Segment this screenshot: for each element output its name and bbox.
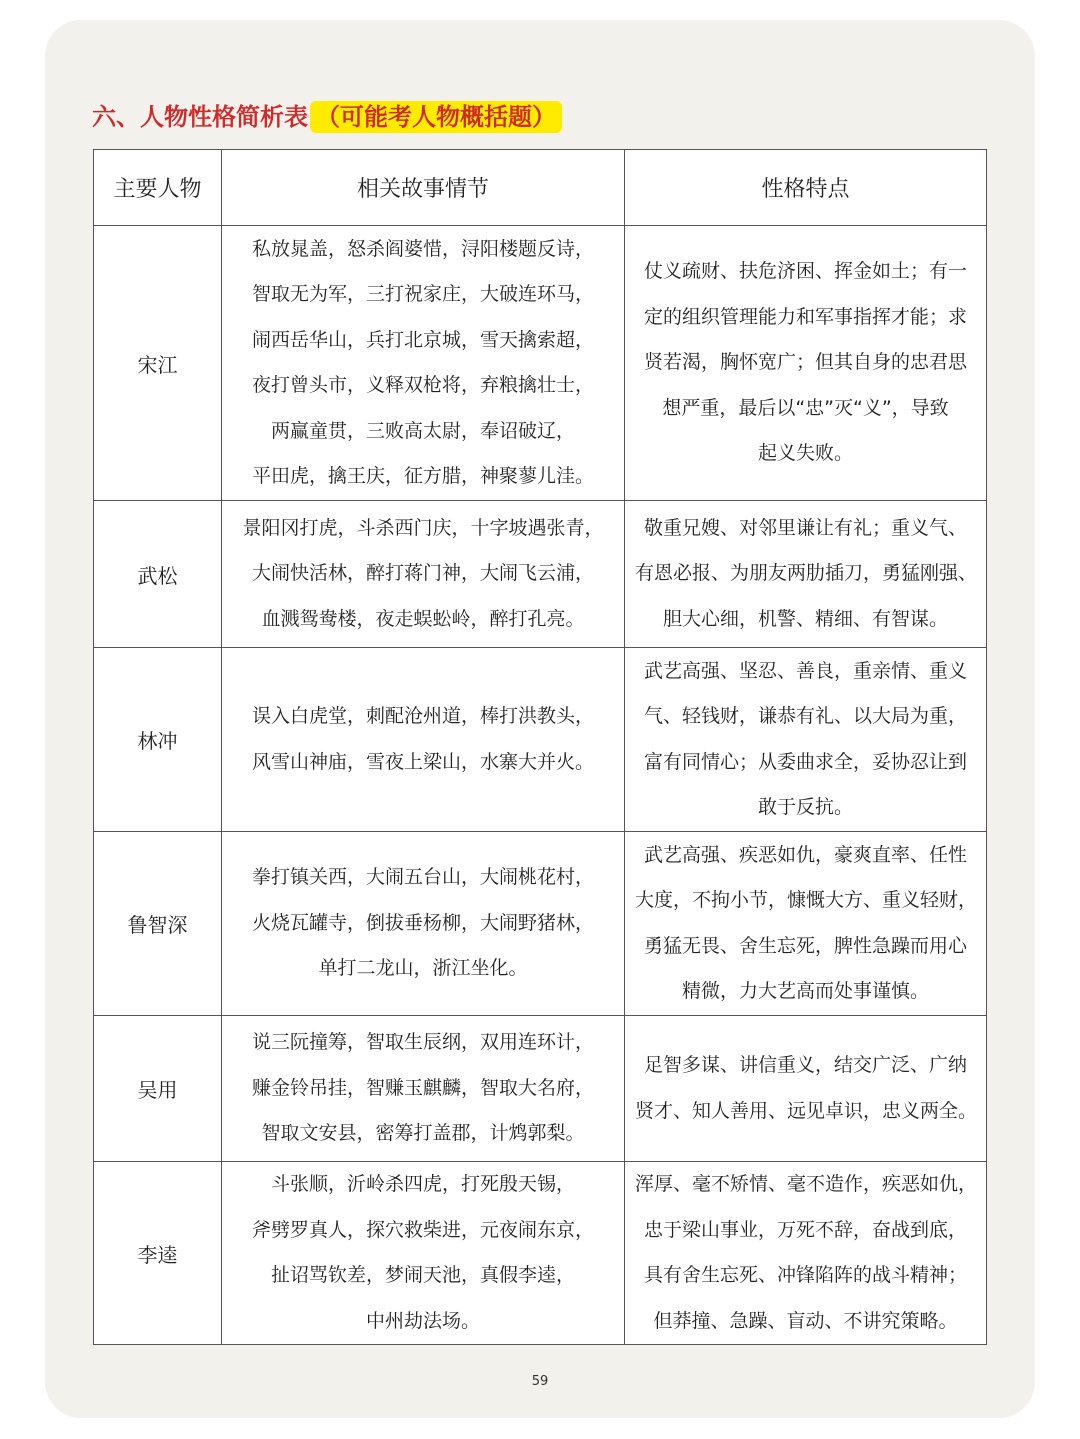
table-row — [94, 832, 987, 1016]
plot-cell — [222, 1016, 625, 1162]
table-row — [94, 648, 987, 832]
traits-cell — [625, 1162, 987, 1345]
trait-line: 武艺高强、坚忍、善良，重亲情、重义 — [643, 659, 967, 682]
plot-line: 私放晁盖，怒杀阎婆惜，浔阳楼题反诗， — [251, 237, 594, 260]
traits-cell — [625, 648, 987, 832]
trait-line: 武艺高强、疾恶如仇，豪爽直率、任性 — [643, 843, 967, 866]
plot-line: 大闹快活林，醉打蒋门神，大闹飞云浦， — [251, 562, 594, 585]
plot-line: 斧劈罗真人，探穴救柴进，元夜闹东京， — [251, 1218, 594, 1241]
plot-line: 中州劫法场。 — [365, 1309, 480, 1332]
plot-cell — [222, 1162, 625, 1345]
traits-cell — [625, 501, 987, 648]
plot-cell — [222, 648, 625, 832]
trait-line: 勇猛无畏、舍生忘死，脾性急躁而用心 — [643, 934, 967, 957]
trait-line: 贤才、知人善用、远见卓识，忠义两全。 — [635, 1099, 978, 1122]
trait-line: 精微，力大艺高而处事谨慎。 — [681, 980, 929, 1002]
character-name: 吴用 — [94, 1016, 222, 1162]
trait-line: 具有舍生忘死、冲锋陷阵的战斗精神； — [643, 1264, 967, 1286]
header-traits: 性格特点 — [625, 150, 987, 226]
trait-line: 但莽撞、急躁、盲动、不讲究策略。 — [653, 1309, 958, 1332]
plot-line: 赚金铃吊挂，智赚玉麒麟，智取大名府， — [251, 1076, 594, 1099]
trait-line: 贤若渴，胸怀宽广；但其自身的忠君思 — [643, 351, 967, 374]
table-row — [94, 226, 987, 501]
plot-line: 血溅鸳鸯楼，夜走蜈蚣岭，醉打孔亮。 — [261, 607, 585, 630]
plot-line: 火烧瓦罐寺，倒拔垂杨柳，大闹野猪林， — [251, 911, 594, 934]
plot-cell — [222, 226, 625, 501]
trait-line: 胆大心细，机警、精细、有智谋。 — [662, 607, 948, 630]
plot-cell — [222, 832, 625, 1016]
heading-highlight: （可能考人物概括题） — [310, 101, 562, 133]
section-heading — [92, 97, 562, 137]
trait-line: 足智多谋、讲信重义，结交广泛、广纳 — [643, 1054, 967, 1076]
plot-cell — [222, 501, 625, 648]
trait-line: 仗义疏财、扶危济困、挥金如土；有一 — [643, 260, 967, 283]
trait-line: 忠于梁山事业，万死不辞，奋战到底， — [643, 1218, 967, 1241]
traits-cell — [625, 226, 987, 501]
page-number: 59 — [531, 1374, 549, 1389]
trait-line: 敬重兄嫂、对邻里谦让有礼；重义气、 — [643, 516, 967, 539]
trait-line: 有恩必报、为朋友两肋插刀，勇猛刚强、 — [635, 562, 978, 585]
plot-line: 单打二龙山，浙江坐化。 — [318, 957, 528, 980]
trait-line: 定的组织管理能力和军事指挥才能；求 — [643, 305, 967, 328]
trait-line: 起义失败。 — [757, 442, 853, 465]
plot-line: 景阳冈打虎，斗杀西门庆，十字坡遇张青， — [242, 516, 604, 539]
plot-line: 两赢童贯，三败高太尉，奉诏破辽， — [270, 419, 575, 442]
plot-line: 误入白虎堂，刺配沧州道，棒打洪教头， — [251, 705, 594, 727]
plot-line: 平田虎，擒王庆，征方腊，神聚蓼儿洼。 — [251, 465, 594, 487]
plot-line: 风雪山神庙，雪夜上梁山，水寨大并火。 — [251, 750, 594, 773]
plot-line: 扯诏骂钦差，梦闹天池，真假李逵， — [270, 1264, 575, 1286]
header-plot: 相关故事情节 — [222, 150, 625, 226]
trait-line: 大度，不拘小节，慷慨大方、重义轻财， — [635, 889, 978, 911]
plot-line: 智取无为军，三打祝家庄，大破连环马， — [251, 283, 594, 305]
trait-line: 想严重，最后以“忠”灭“义”，导致 — [662, 396, 949, 419]
character-table — [93, 149, 987, 1345]
traits-cell — [625, 1016, 987, 1162]
table-row — [94, 1162, 987, 1345]
plot-line: 说三阮撞筹，智取生辰纲，双用连环计， — [251, 1031, 594, 1054]
character-name: 宋江 — [94, 226, 222, 501]
plot-line: 拳打镇关西，大闹五台山，大闹桃花村， — [251, 866, 594, 889]
plot-line: 夜打曾头市，义释双枪将，弃粮擒壮士， — [251, 374, 594, 396]
character-name: 鲁智深 — [94, 832, 222, 1016]
header-character: 主要人物 — [94, 150, 222, 226]
trait-line: 浑厚、毫不矫情、毫不造作，疾恶如仇， — [635, 1173, 978, 1195]
heading-text: 六、人物性格简析表 — [92, 103, 308, 131]
plot-line: 智取文安县，密筹打盖郡，计鸩郭梨。 — [261, 1122, 585, 1145]
character-name: 李逵 — [94, 1162, 222, 1345]
trait-line: 敢于反抗。 — [757, 796, 853, 818]
plot-line: 闹西岳华山，兵打北京城，雪天擒索超， — [251, 328, 594, 351]
character-name: 武松 — [94, 501, 222, 648]
trait-line: 气、轻钱财，谦恭有礼、以大局为重， — [643, 705, 967, 727]
table-row — [94, 501, 987, 648]
trait-line: 富有同情心；从委曲求全，妥协忍让到 — [643, 750, 967, 773]
traits-cell — [625, 832, 987, 1016]
table-header-row — [94, 150, 987, 226]
character-name: 林冲 — [94, 648, 222, 832]
plot-line: 斗张顺，沂岭杀四虎，打死殷天锡， — [270, 1173, 575, 1195]
table-row — [94, 1016, 987, 1162]
